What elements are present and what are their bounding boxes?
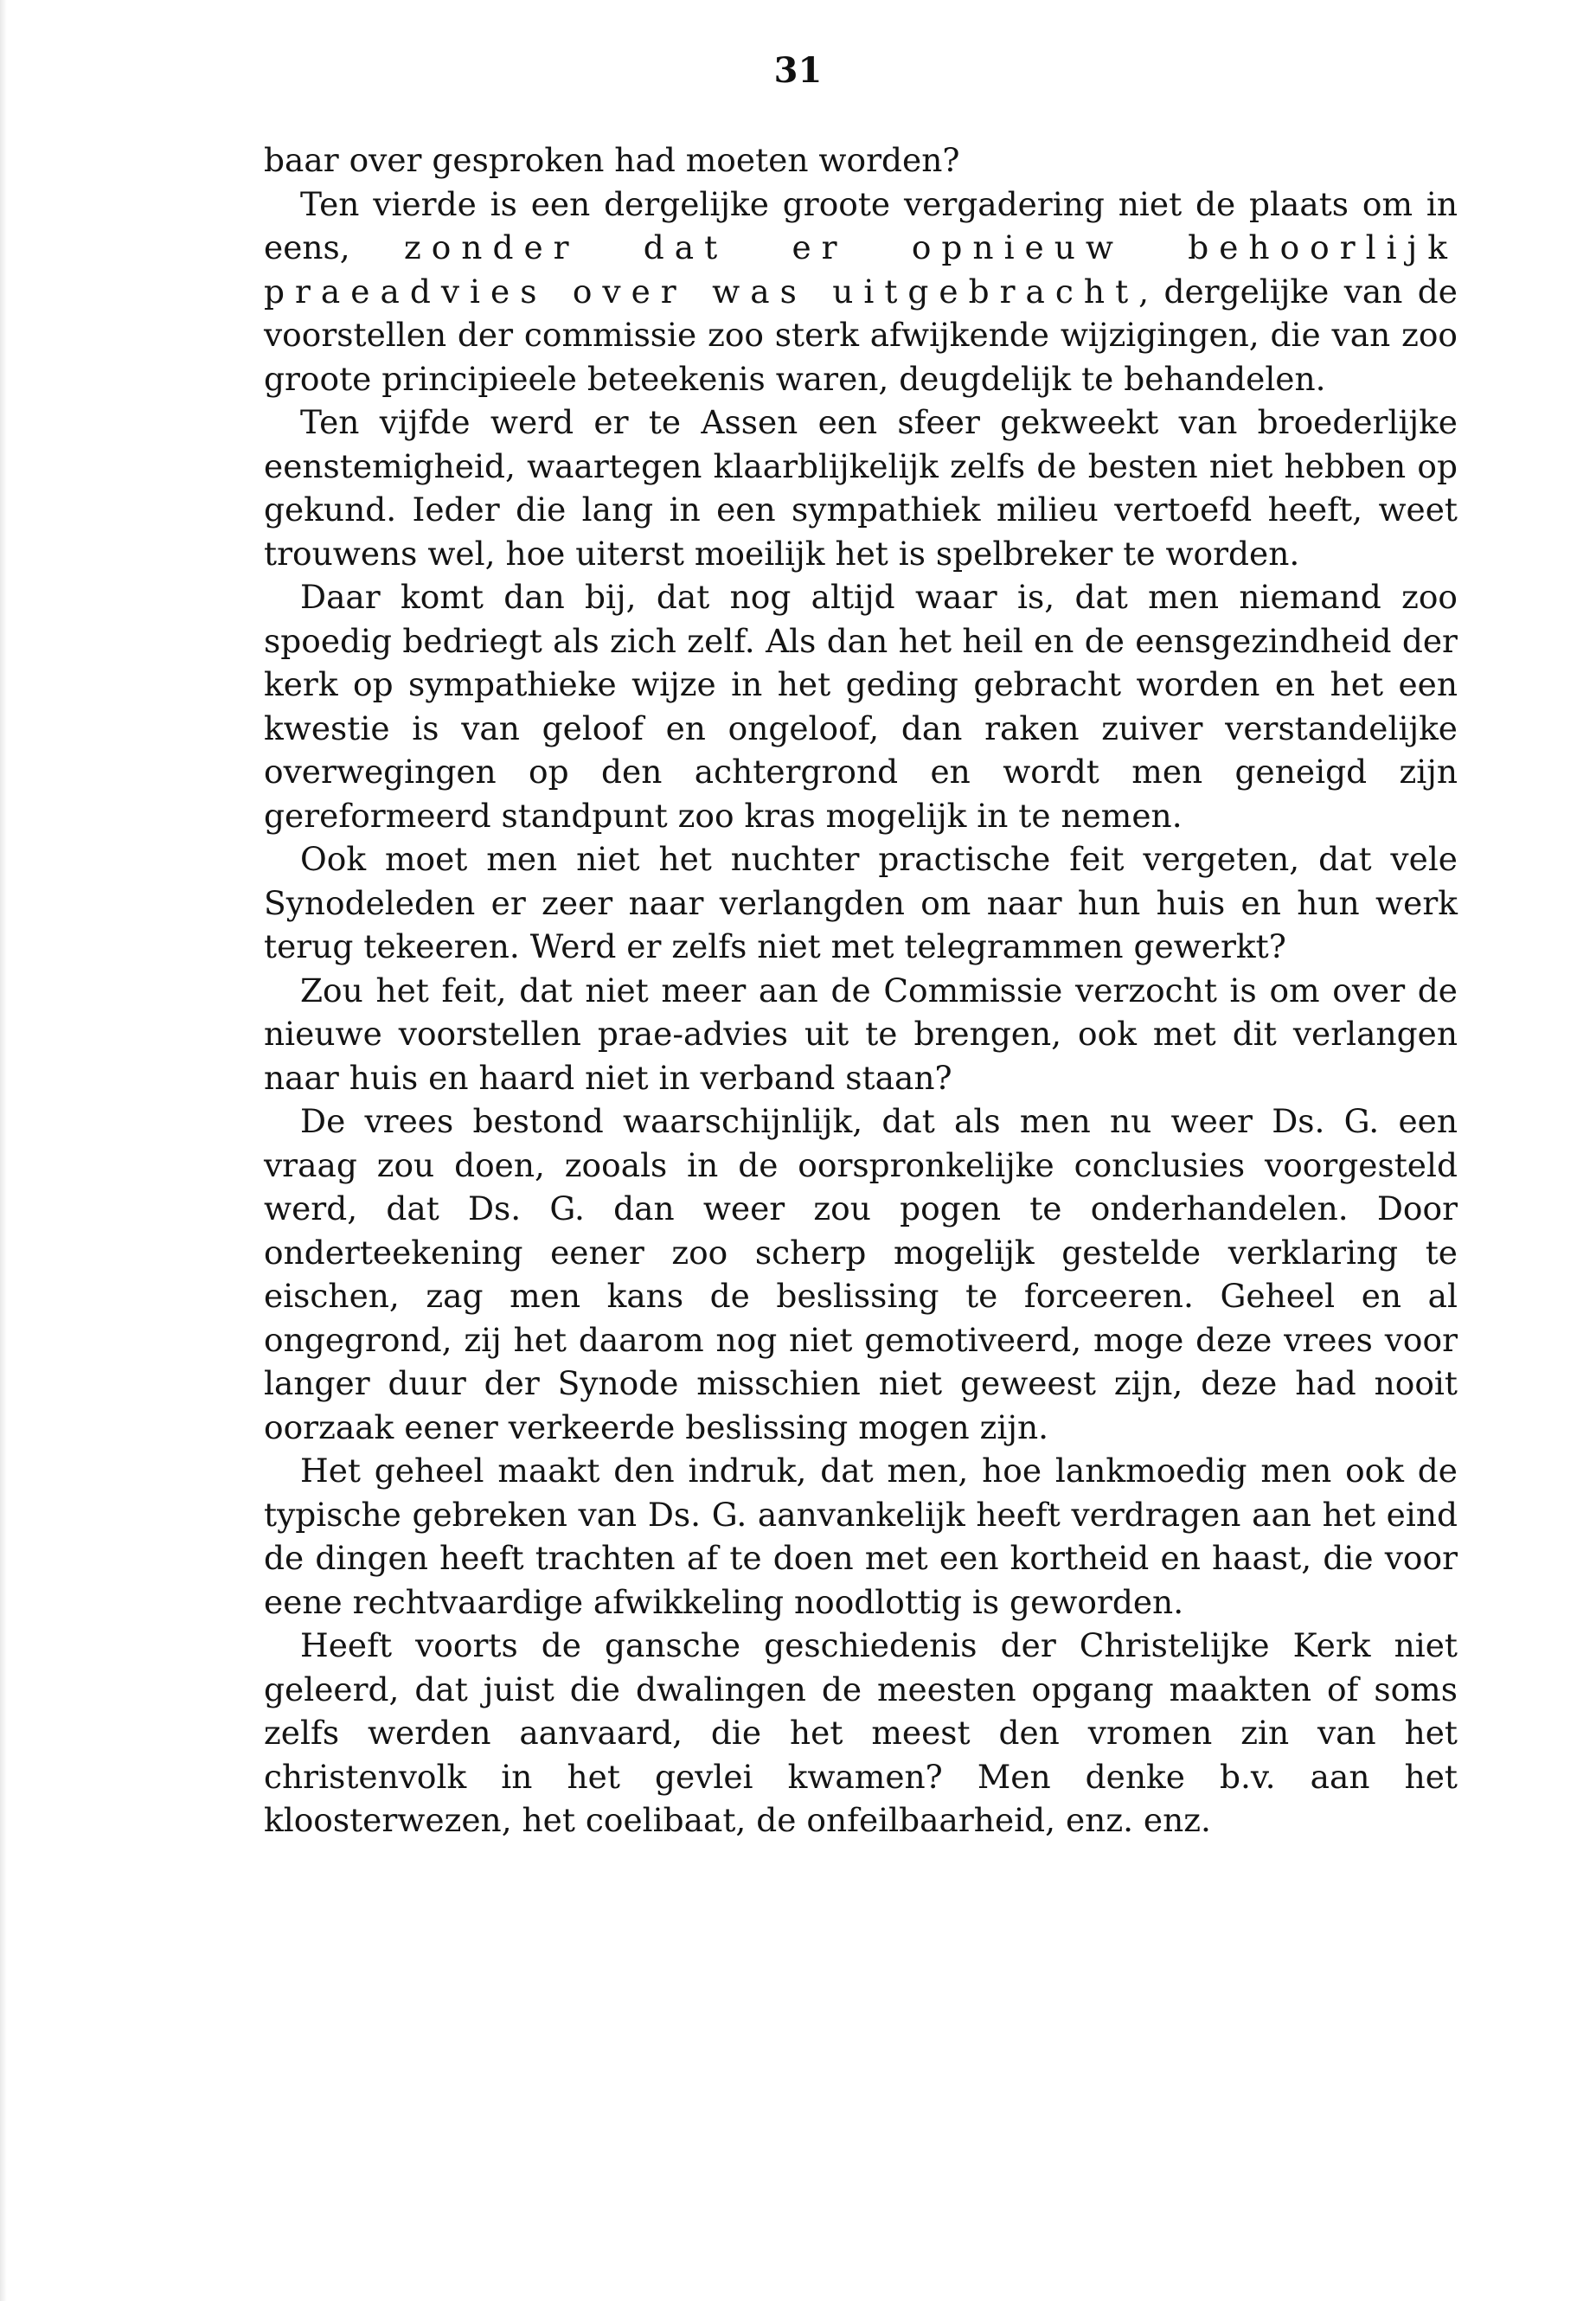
paragraph-daar-komt: Daar komt dan bij, dat nog altijd waar is, dat men niemand zoo spoedig bedriegt als zich zelf. Als dan het heil en de eensgezindheid der kerk op sympathieke wijze in het geding gebracht worden en het een kwestie is van geloof en ongeloof, dan raken zuiver verstandelijke overwegingen op den achtergrond en wordt men geneigd zijn gereformeerd standpunt zoo kras mogelijk in te nemen. [264,578,1458,835]
paragraph-de-vrees: De vrees bestond waarschijnlijk, dat als men nu weer Ds. G. een vraag zou doen, zooals in de oorspronkelijke conclusies voorgesteld werd, dat Ds. G. dan weer zou pogen te onderhandelen. Door onderteekening eener zoo scherp mogelijk gestelde verklaring te eischen, zag men kans de beslissing te forceeren. Geheel en al ongegrond, zij het daarom nog niet gemotiveerd, moge deze vrees voor langer duur der Synode misschien niet geweest zijn, deze had nooit oorzaak eener verkeerde beslissing mogen zijn. [264,1102,1458,1446]
paragraph-text-part: Ten vierde is een dergelijke groote vergadering niet de plaats om in eens, [264,184,1458,266]
paragraph-het-geheel: Het geheel maakt den indruk, dat men, hoe lankmoedig men ook de typische gebreken van Ds. G. aanvankelijk heeft verdragen aan het eind de dingen heeft trachten af te doen met een kortheid en haast, die voor eene rechtvaardige afwikkeling noodlottig is geworden. [264,1452,1458,1621]
body-text [264,138,1458,1843]
paragraph-ten-vierde [264,183,1458,401]
paragraph-ten-vijfde: Ten vijfde werd er te Assen een sfeer gekweekt van broederlijke eenstemigheid, waartegen klaarblijkelijk zelfs de besten niet hebben op gekund. Ieder die lang in een sympathiek milieu vertoefd heeft, weet trouwens wel, hoe uiterst moeilijk het is spelbreker te worden. [264,403,1458,573]
paragraph-heeft-voorts: Heeft voorts de gansche geschiedenis der Christelijke Kerk niet geleerd, dat juist die dwalingen de meesten opgang maakten of soms zelfs werden aanvaard, die het meest den vromen zin van het christenvolk in het gevlei kwamen? Men denke b.v. aan het kloosterwezen, het coelibaat, de onfeilbaarheid, enz. enz. [264,1626,1458,1839]
paragraph-zou-het-feit: Zou het feit, dat niet meer aan de Commissie verzocht is om over de nieuwe voorstellen prae-advies uit te brengen, ook met dit verlangen naar huis en haard niet in verband staan? [264,971,1458,1097]
page-number: 31 [773,50,823,91]
paragraph-ook-moet: Ook moet men niet het nuchter practische feit vergeten, dat vele Synodeleden er zeer naar verlangden om naar hun huis en hun werk terug tekeeren. Werd er zelfs niet met telegrammen gewerkt? [264,840,1458,965]
page-edge-shadow [0,0,7,2301]
paragraph-continuation: baar over gesproken had moeten worden? [264,141,960,179]
spaced-emphasis: zonder dat er opnieuw behoorlijk praeadvies over was uitgebracht [264,228,1458,311]
paragraph-text-part: , dergelijke van de voorstellen der commissie zoo sterk afwijkende wijzigingen, die van zoo groote principieele beteekenis waren, deugdelijk te behandelen. [264,272,1458,398]
